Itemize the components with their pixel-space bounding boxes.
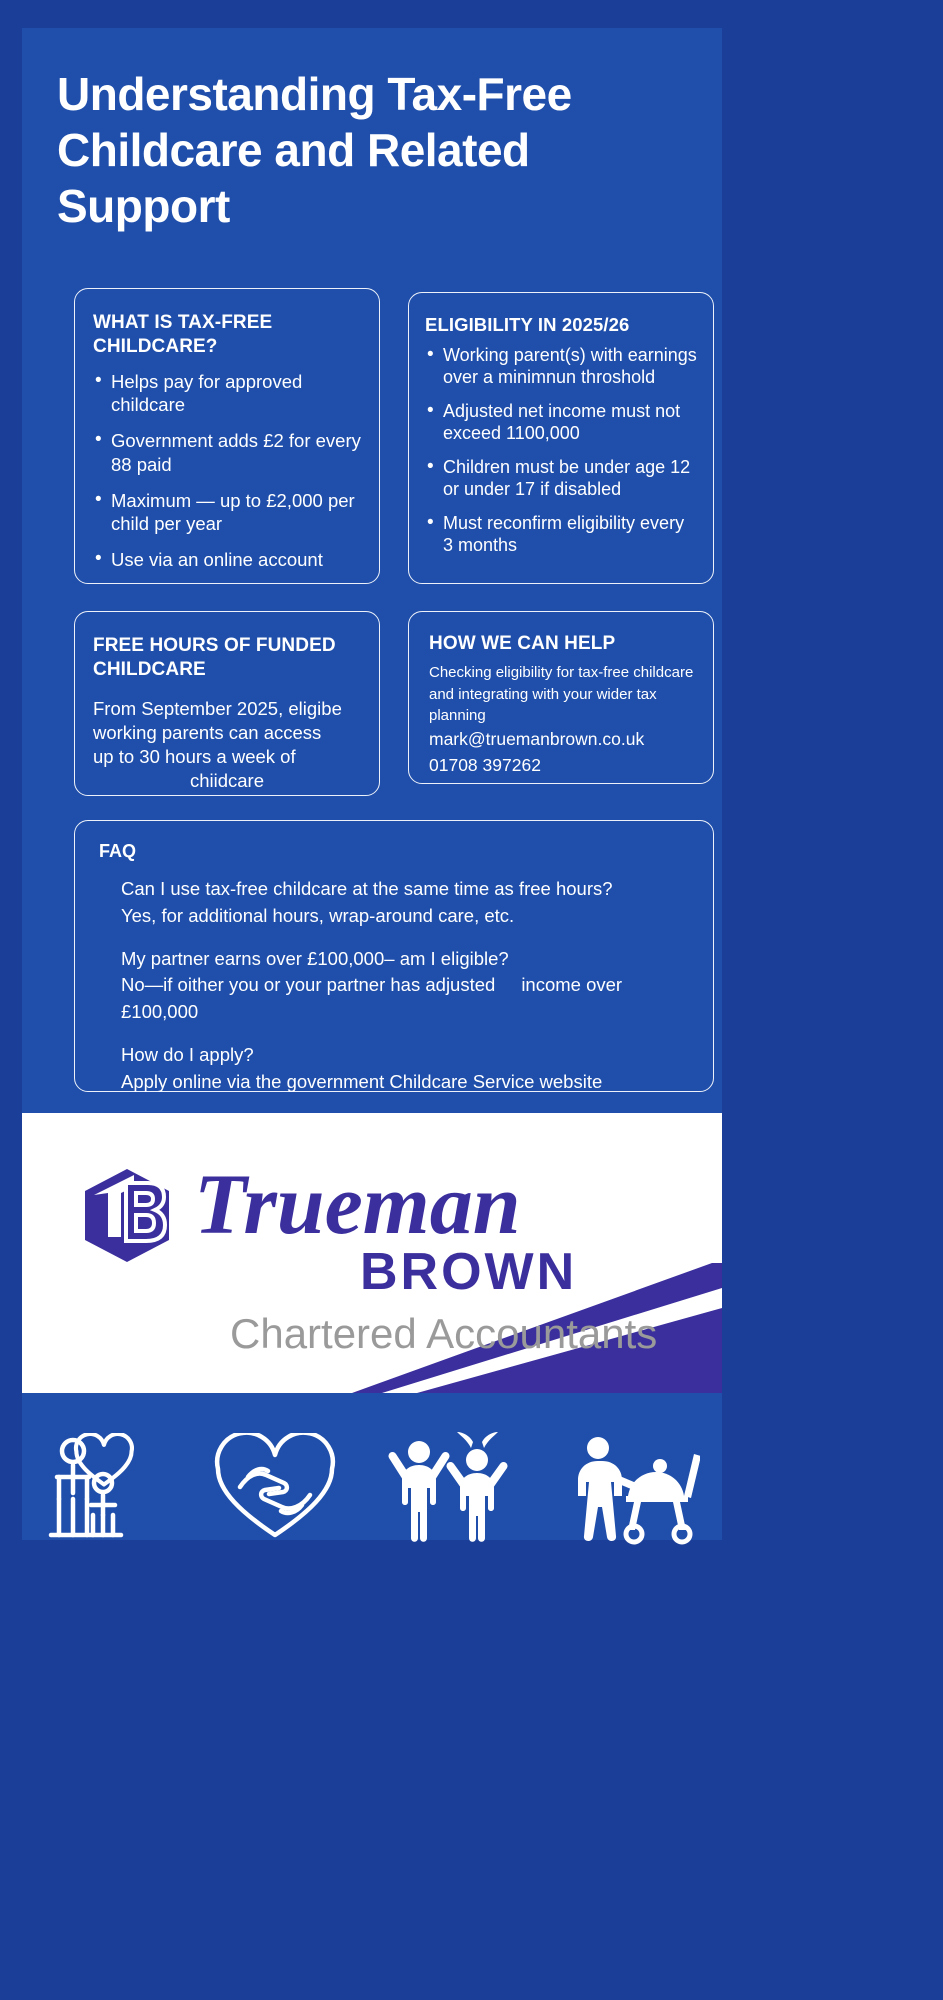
family-heart-icon (45, 1433, 165, 1548)
faq-answer: Yes, for additional hours, wrap-around care, etc. (121, 904, 515, 926)
list-item: • Government adds £2 for every 88 paid (93, 429, 361, 476)
faq-item (121, 946, 691, 1026)
card-eligibility-heading: ELIGIBILITY IN 2025/26 (425, 314, 630, 335)
card-what-is-tax-free-childcare (74, 288, 380, 584)
list-item: • Children must be under age 12 or under 17 if disabled (425, 456, 699, 501)
children-playing-icon (385, 1430, 515, 1550)
page-title: Understanding Tax-Free Childcare and Related Support (57, 68, 572, 233)
faq-item (121, 876, 691, 930)
parent-pushchair-icon (560, 1430, 700, 1550)
card-free-hours (74, 611, 380, 796)
card-faq (74, 820, 714, 1092)
hands-heart-icon (210, 1433, 340, 1548)
faq-question: Can I use tax-free childcare at the same time as free hours? (121, 878, 613, 899)
logo-word-brown: BROWN (360, 1243, 578, 1301)
card-eligibility (408, 292, 714, 584)
faq-answer-main: No—if oither you or your partner has adjusted (121, 974, 496, 996)
card-what-bullet-list (93, 370, 361, 572)
card-free-hours-body (93, 697, 361, 793)
list-item: • Helps pay for approved childcare (93, 370, 361, 417)
card-free-hours-heading: FREE HOURS OF FUNDED CHILDCARE (93, 635, 336, 681)
card-eligibility-bullet-list (425, 344, 699, 557)
list-item: • Working parent(s) with earnings over a minimnun throshold (425, 344, 699, 389)
faq-answer (121, 972, 691, 1026)
card-how-we-can-help (408, 611, 714, 784)
footer-icon-strip (22, 1420, 722, 1560)
faq-question: How do I apply? (121, 1044, 254, 1066)
faq-answer: Apply online via the government Childcare Service website (121, 1070, 603, 1092)
free-hours-line-3: up to 30 hours a week of (93, 745, 296, 767)
trueman-brown-logo (22, 1113, 722, 1393)
card-help-subtext: Checking eligibility for tax-free childcare and integrating with your wider tax planning (429, 664, 694, 724)
logo-panel (22, 1113, 722, 1393)
logo-tagline: Chartered Accountants (230, 1310, 658, 1357)
card-what-heading: WHAT IS TAX-FREE CHILDCARE? (93, 312, 273, 358)
faq-heading: FAQ (99, 841, 137, 861)
list-item: • Must reconfirm eligibility every 3 months (425, 512, 699, 557)
faq-item (121, 1042, 691, 1096)
list-item: • Use via an online account (93, 548, 361, 571)
faq-answer-tail: income over £100,000 (121, 974, 623, 1023)
free-hours-line-1: From September 2025, eligibe (93, 697, 342, 719)
list-item: • Maximum — up to £2,000 per child per year (93, 489, 361, 536)
logo-word-trueman: Trueman (194, 1156, 521, 1252)
free-hours-line-4: chiidcare (189, 769, 265, 791)
faq-question: My partner earns over £100,000– am I eligible? (121, 947, 509, 969)
list-item: • Adjusted net income must not exceed 1100,000 (425, 400, 699, 445)
contact-phone[interactable]: 01708 397262 (429, 754, 541, 775)
contact-email[interactable]: mark@truemanbrown.co.uk (429, 729, 645, 750)
tb-monogram-icon (85, 1169, 169, 1262)
free-hours-line-2: working parents can access (93, 721, 322, 743)
card-help-heading: HOW WE CAN HELP (429, 633, 616, 654)
